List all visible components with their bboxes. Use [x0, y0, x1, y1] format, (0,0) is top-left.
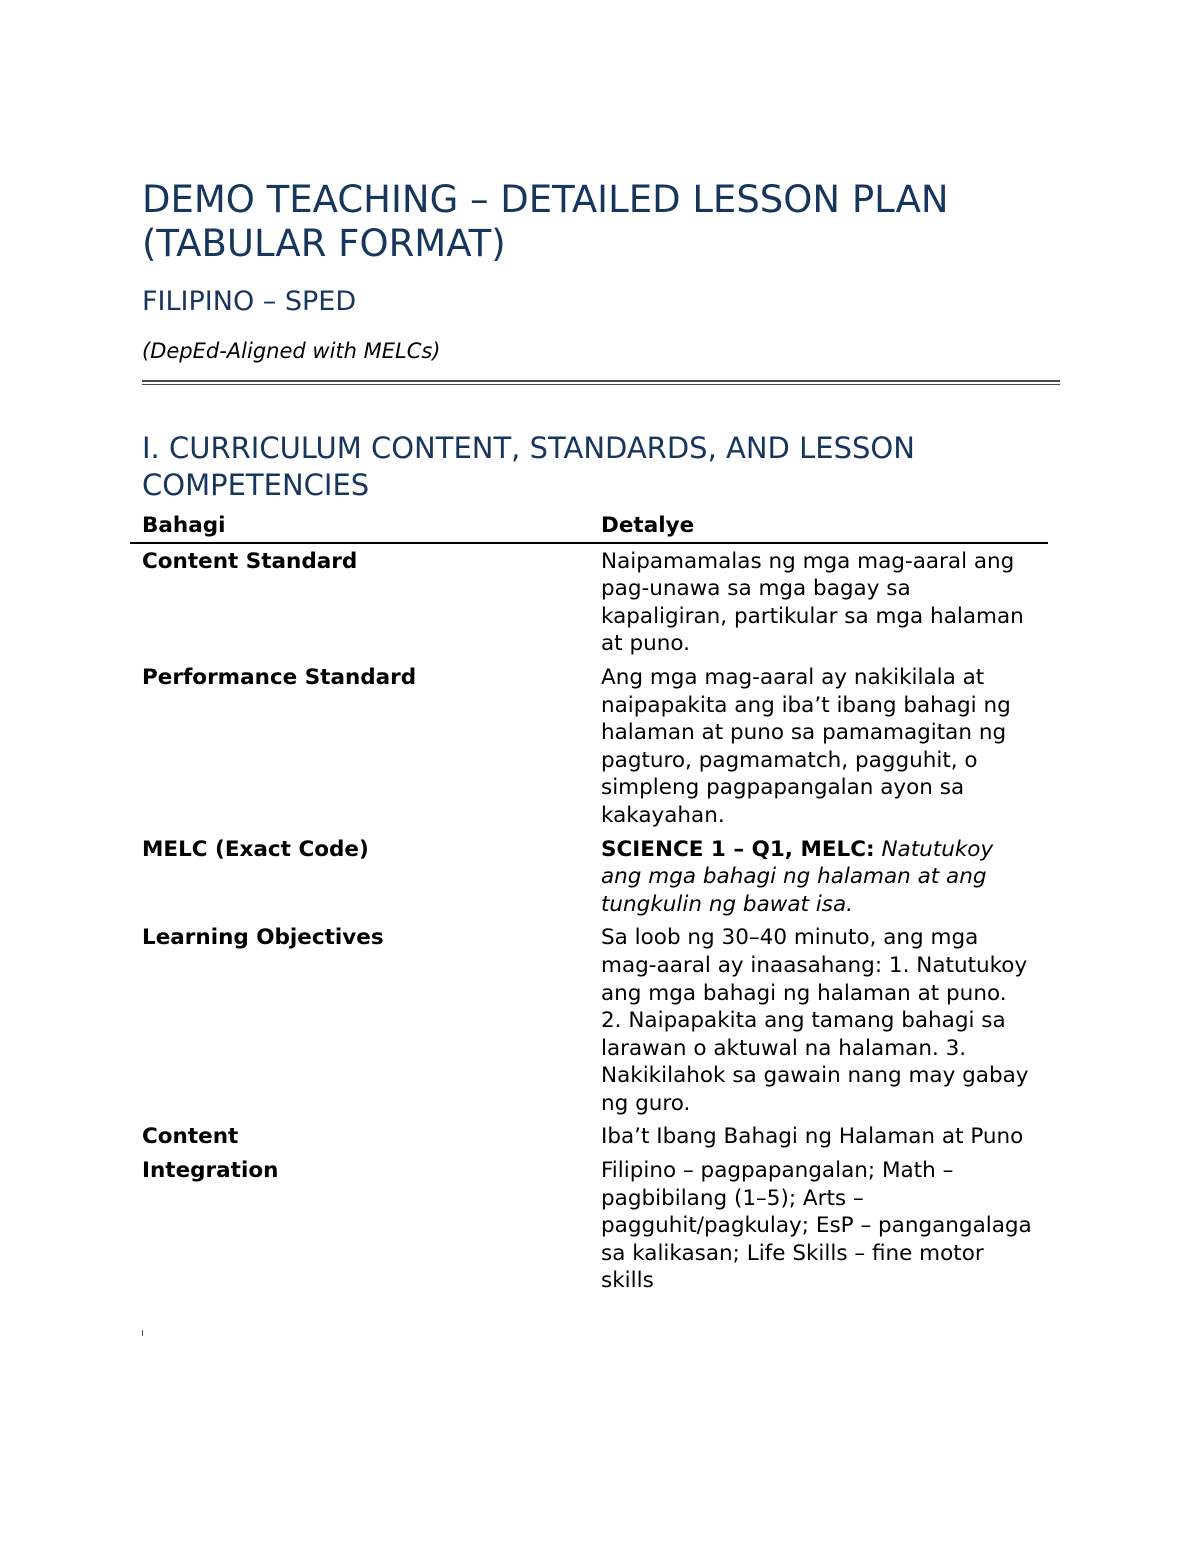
column-header-detail: Detalye [589, 512, 1048, 543]
text-cursor-mark [142, 1330, 143, 1336]
table-row [130, 664, 1048, 836]
section-heading: I. CURRICULUM CONTENT, STANDARDS, AND LESSON COMPETENCIES [142, 431, 915, 502]
row-value: Sa loob ng 30–40 minuto, ang mga mag-aaral ay inaasahang: 1. Natutukoy ang mga bahagi ng halaman at puno. 2. Naipapakita ang tamang bahagi sa larawan o aktuwal na halaman. 3. Nakikilahok sa gawain nang may gabay ng guro. [601, 925, 1029, 1116]
row-value: Filipino – pagpapangalan; Math – pagbibilang (1–5); Arts – pagguhit/pagkulay; EsP – pangangalaga sa kalikasan; Life Skills – fine motor skills [601, 1158, 1032, 1294]
melc-code: SCIENCE 1 – Q1, MELC: [601, 836, 875, 862]
row-value: Iba’t Ibang Bahagi ng Halaman at Puno [601, 1124, 1024, 1150]
row-label: Content [142, 1124, 239, 1150]
lesson-plan-table [130, 512, 1048, 1301]
row-label: Content Standard [142, 548, 358, 574]
table-row [130, 1157, 1048, 1301]
row-label: Integration [142, 1158, 279, 1184]
row-label: Performance Standard [142, 664, 417, 690]
horizontal-divider [142, 380, 1060, 385]
document-title: DEMO TEACHING – DETAILED LESSON PLAN (TABULAR FORMAT) [142, 178, 949, 265]
document-note: (DepEd-Aligned with MELCs) [142, 339, 441, 363]
document-subtitle: FILIPINO – SPED [142, 286, 357, 317]
table-row [130, 543, 1048, 664]
table-row [130, 836, 1048, 925]
row-label: MELC (Exact Code) [142, 836, 369, 862]
column-header-part: Bahagi [130, 512, 589, 543]
row-value: Ang mga mag-aaral ay nakikilala at naipapakita ang iba’t ibang bahagi ng halaman at puno sa pamamagitan ng pagturo, pagmamatch, pagguhit, o simpleng pagpapangalan ayon sa kakayahan. [601, 664, 1011, 828]
table-row [130, 924, 1048, 1123]
melc-text: Natutukoy ang mga bahagi ng halaman at ang tungkulin ng bawat isa. [601, 836, 994, 917]
row-label: Learning Objectives [142, 925, 384, 951]
row-value-melc [589, 836, 1048, 925]
table-row [130, 1123, 1048, 1157]
table-header-row [130, 512, 1048, 543]
row-value: Naipamamalas ng mga mag-aaral ang pag-unawa sa mga bagay sa kapaligiran, partikular sa mga halaman at puno. [601, 548, 1024, 657]
